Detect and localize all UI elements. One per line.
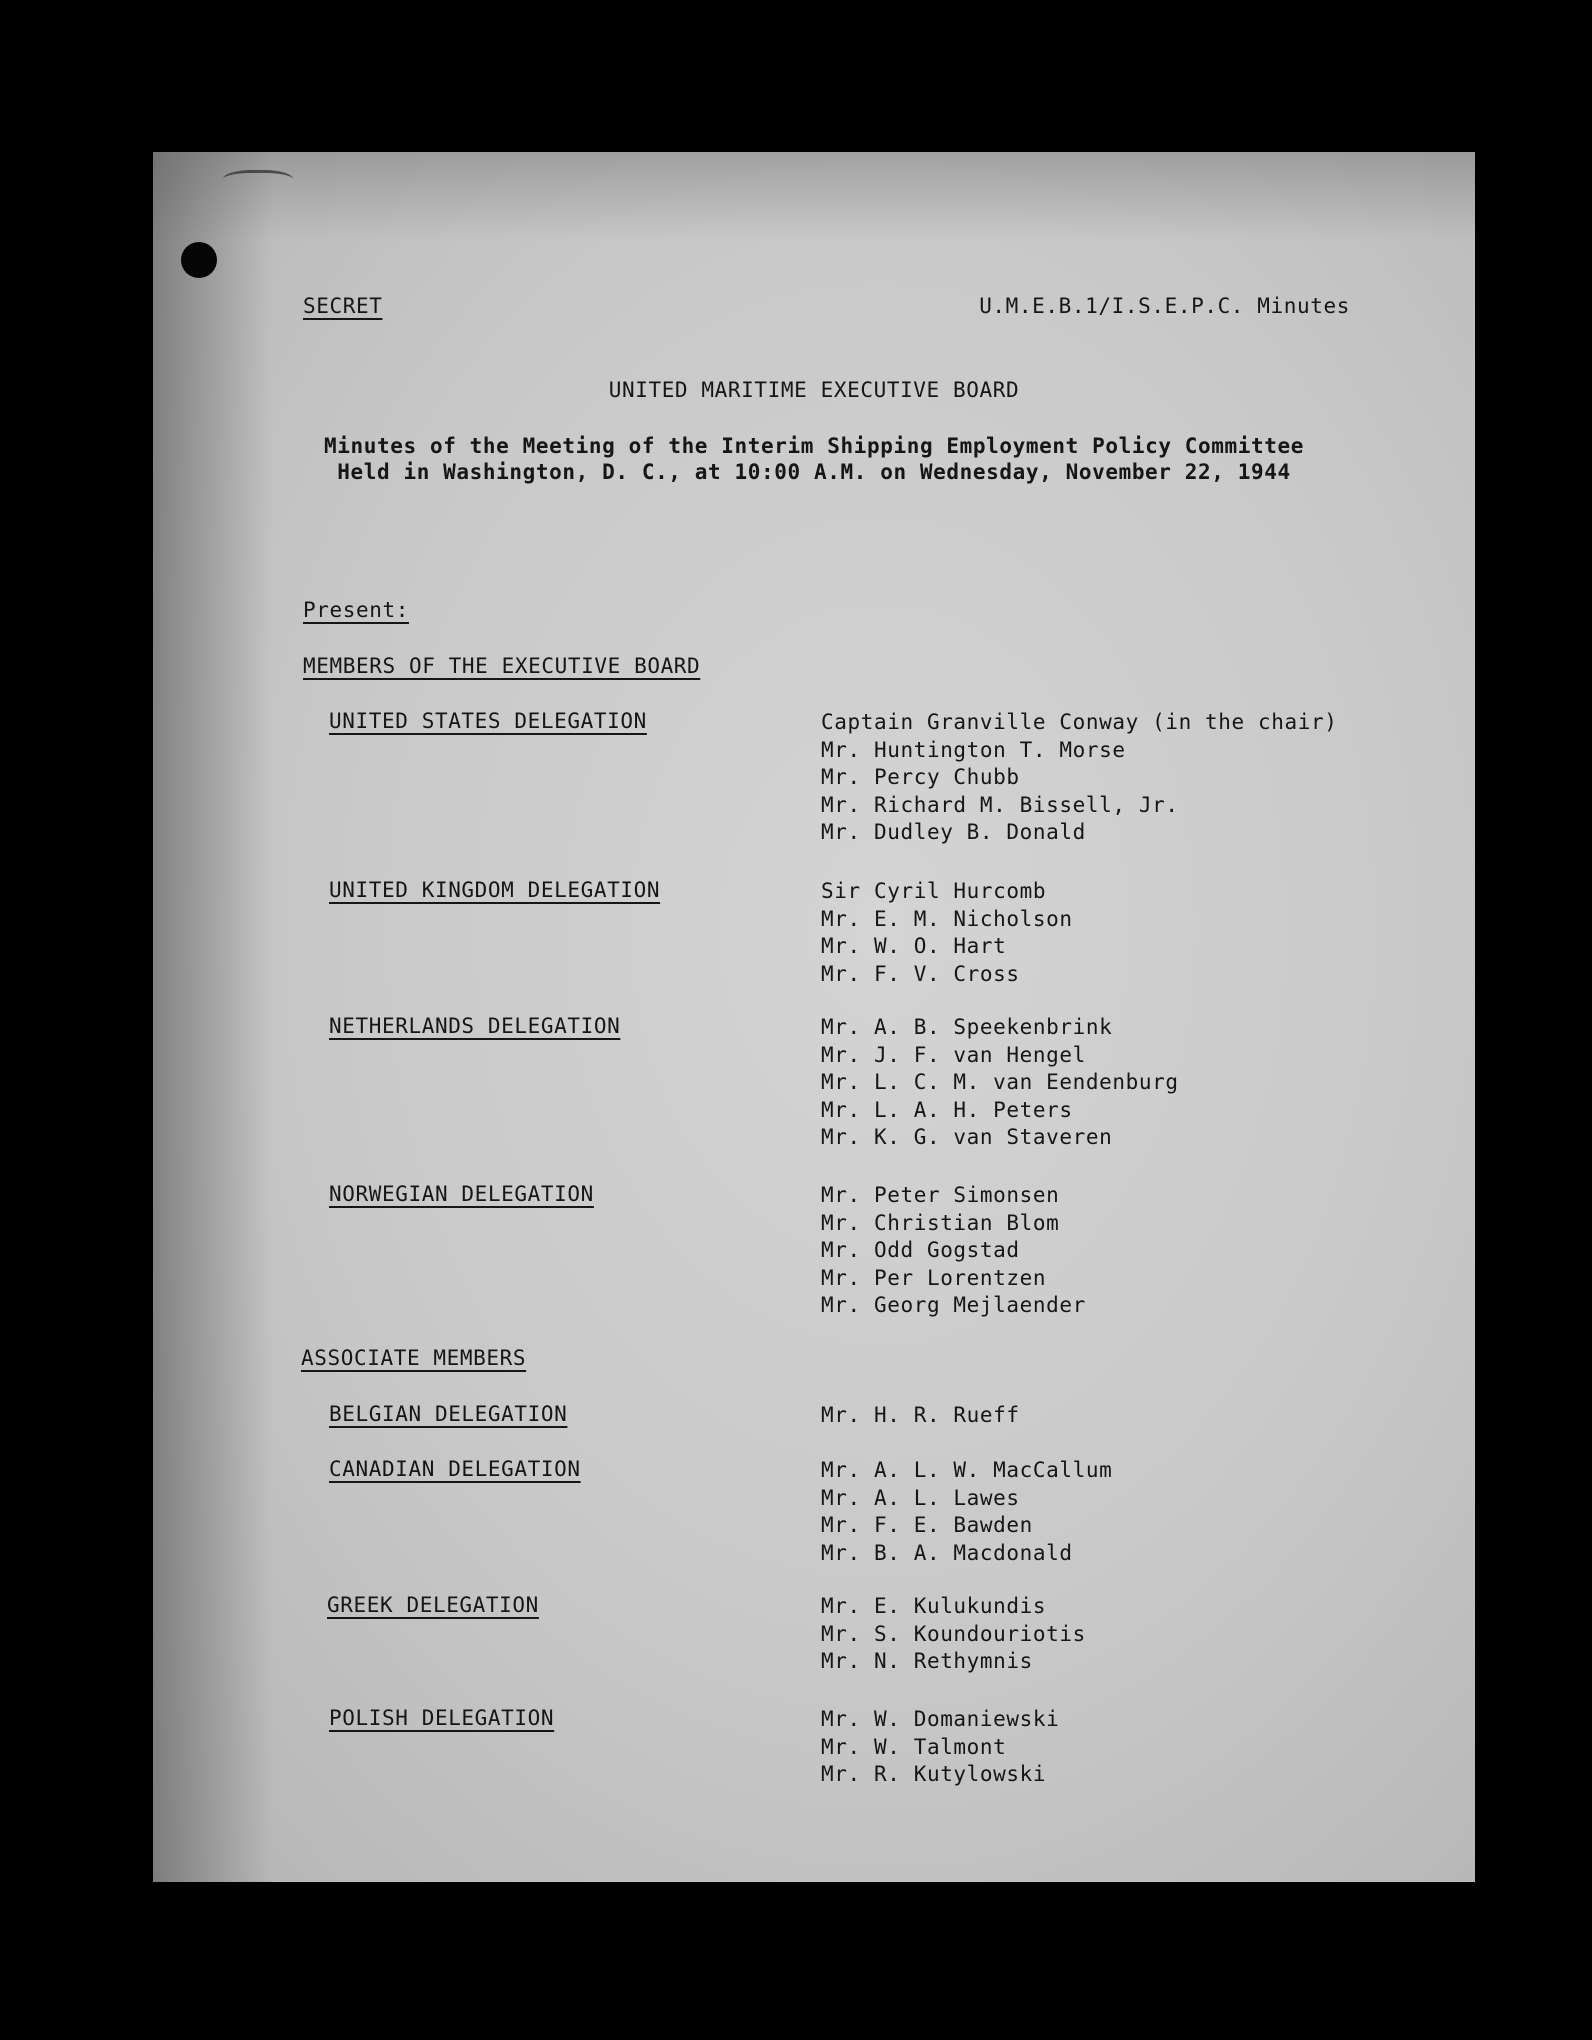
minutes-subtitle-line1: Minutes of the Meeting of the Interim Shipping Employment Policy Committee bbox=[324, 434, 1304, 458]
member-name: Mr. L. C. M. van Eendenburg bbox=[821, 1070, 1179, 1094]
delegation-members-united-kingdom bbox=[821, 878, 1073, 988]
delegation-members-belgian bbox=[821, 1402, 1020, 1430]
document-page bbox=[153, 152, 1475, 1882]
delegation-name-united-kingdom: UNITED KINGDOM DELEGATION bbox=[329, 878, 661, 902]
delegation-members-polish bbox=[821, 1706, 1059, 1789]
member-name: Mr. B. A. Macdonald bbox=[821, 1540, 1073, 1565]
member-name: Mr. Huntington T. Morse bbox=[821, 737, 1126, 762]
member-name: Mr. K. G. van Staveren bbox=[821, 1125, 1113, 1149]
member-name: Mr. Georg Mejlaender bbox=[821, 1293, 1086, 1317]
member-name: Captain Granville Conway (in the chair) bbox=[821, 710, 1338, 734]
member-name: Mr. F. V. Cross bbox=[821, 961, 1020, 986]
delegation-members-canadian bbox=[821, 1457, 1112, 1567]
member-name: Mr. Percy Chubb bbox=[821, 765, 1020, 789]
member-name: Mr. F. E. Bawden bbox=[821, 1513, 1033, 1537]
member-name: Mr. W. O. Hart bbox=[821, 934, 1007, 958]
member-name: Mr. Christian Blom bbox=[821, 1210, 1060, 1235]
staple-mark bbox=[223, 170, 293, 193]
board-title: UNITED MARITIME EXECUTIVE BOARD bbox=[608, 378, 1020, 402]
delegation-name-canadian: CANADIAN DELEGATION bbox=[329, 1457, 581, 1481]
delegation-name-greek: GREEK DELEGATION bbox=[327, 1593, 539, 1617]
delegation-members-united-states bbox=[821, 709, 1337, 847]
associate-members-heading: ASSOCIATE MEMBERS bbox=[301, 1346, 527, 1370]
page-shadow-top bbox=[153, 152, 1475, 242]
delegation-name-belgian: BELGIAN DELEGATION bbox=[329, 1402, 568, 1426]
delegation-name-norwegian: NORWEGIAN DELEGATION bbox=[329, 1182, 594, 1206]
member-name: Mr. A. L. W. MacCallum bbox=[821, 1458, 1113, 1482]
member-name: Mr. R. Kutylowski bbox=[821, 1762, 1047, 1786]
member-name: Mr. Richard M. Bissell, Jr. bbox=[821, 792, 1179, 817]
delegation-members-greek bbox=[821, 1593, 1086, 1676]
member-name: Mr. W. Domaniewski bbox=[821, 1707, 1060, 1731]
delegation-members-norwegian bbox=[821, 1182, 1086, 1320]
member-name: Mr. H. R. Rueff bbox=[821, 1403, 1020, 1427]
delegation-name-netherlands: NETHERLANDS DELEGATION bbox=[329, 1014, 621, 1038]
member-name: Mr. S. Koundouriotis bbox=[821, 1621, 1086, 1646]
classification-label: SECRET bbox=[303, 294, 383, 318]
member-name: Mr. A. L. Lawes bbox=[821, 1485, 1020, 1510]
member-name: Mr. A. B. Speekenbrink bbox=[821, 1015, 1113, 1039]
present-label: Present: bbox=[303, 598, 409, 622]
member-name: Sir Cyril Hurcomb bbox=[821, 879, 1047, 903]
minutes-subtitle-line2: Held in Washington, D. C., at 10:00 A.M. on Wednesday, November 22, 1944 bbox=[337, 460, 1291, 484]
member-name: Mr. E. M. Nicholson bbox=[821, 906, 1073, 931]
member-name: Mr. L. A. H. Peters bbox=[821, 1097, 1073, 1122]
delegation-name-united-states: UNITED STATES DELEGATION bbox=[329, 709, 647, 733]
member-name: Mr. Dudley B. Donald bbox=[821, 820, 1086, 844]
member-name: Mr. Peter Simonsen bbox=[821, 1183, 1060, 1207]
punch-hole bbox=[181, 242, 217, 278]
member-name: Mr. N. Rethymnis bbox=[821, 1649, 1033, 1673]
members-heading: MEMBERS OF THE EXECUTIVE BOARD bbox=[303, 654, 701, 678]
delegation-name-polish: POLISH DELEGATION bbox=[329, 1706, 555, 1730]
document-reference: U.M.E.B.1/I.S.E.P.C. Minutes bbox=[979, 294, 1350, 318]
page-shadow bbox=[153, 152, 273, 1882]
delegation-members-netherlands bbox=[821, 1014, 1179, 1152]
member-name: Mr. E. Kulukundis bbox=[821, 1594, 1047, 1618]
member-name: Mr. Odd Gogstad bbox=[821, 1238, 1020, 1262]
member-name: Mr. J. F. van Hengel bbox=[821, 1042, 1086, 1067]
member-name: Mr. W. Talmont bbox=[821, 1734, 1007, 1759]
member-name: Mr. Per Lorentzen bbox=[821, 1265, 1047, 1290]
